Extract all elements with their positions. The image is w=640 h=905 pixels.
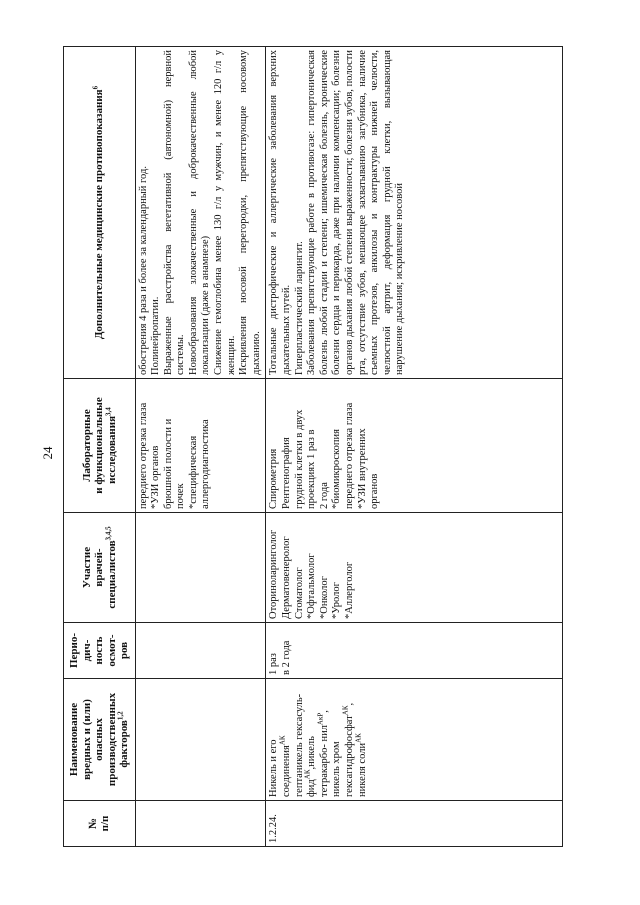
table-row-continued <box>135 47 266 847</box>
cell-name-empty <box>135 679 266 801</box>
cell-doctors: Оториноларинголог Дерматовенеролог Стоматолог *Офтальмолог *Онколог *Уролог *Аллерголог <box>266 513 563 623</box>
table-header-row <box>64 47 136 847</box>
header-factor-name: Наименование вредных и (или) опасных производственных факторов$^{1,2}$ <box>64 679 136 801</box>
cell-period-empty <box>135 623 266 679</box>
header-periodicity: Перио- дич- ность осмот- ров <box>64 623 136 679</box>
cell-num-empty <box>135 801 266 847</box>
cell-contraindications: Тотальные дистрофические и аллергические заболевания верхних дыхательных путей. Гиперпластический ларингит. Заболевания препятствующие работе в противогазе: гипертоническая болезнь любой стадии и степени; ишемическая болезнь, хронические болезни сердца и перикарда, даже при наличии компенсации; болезни органов дыхания любой степени выраженности; болезни зубов, полости рта, отсутствие зубов, мешающее захватыванию загубника, наличие съемных протезов, анкилозы и контрактуры нижней челюсти, челюстной артрит, деформация грудной клетки, вызывающая нарушение дыхания; искривление носовой <box>266 47 563 379</box>
cell-num: 1.2.24. <box>266 801 563 847</box>
cell-lab-continued: передиего отрезка глаза *УЗИ органов брюшной полости и почек *специфическая аллергодиагностика <box>135 379 266 513</box>
page-number: 24 <box>40 446 55 460</box>
header-contraindications: Дополнительные медицинские противопоказания$^6$ <box>64 47 136 379</box>
rotated-table-stage <box>63 47 608 847</box>
cell-doctors-empty <box>135 513 266 623</box>
cell-lab-tests: Спирометрия Рентгенография грудной клетки в двух проекциях 1 раз в 2 года *биомикроскопия переднего отрезка глаза *УЗИ внутренних органов <box>266 379 563 513</box>
cell-factor-name: Никель и его соединения$^{АК}$ гептаникель гексасуль- фид$^{АК}$,никель тетракарбо- нил$^{АкР}$, никель хром гексагидрофосфат$^{АК}$, никеля соли$^{АК}$ <box>266 679 563 801</box>
header-lab-tests: Лабораторные и функциональные исследования$^{3,4}$ <box>64 379 136 513</box>
header-doctors: Участие врачей- специалистов$^{3,4,5}$ <box>64 513 136 623</box>
header-num: № п/п <box>64 801 136 847</box>
cell-periodicity: 1 раз в 2 года <box>266 623 563 679</box>
medical-exam-table <box>63 46 563 847</box>
table-row <box>266 47 563 847</box>
cell-contra-continued: обострения 4 раза и более за календарный год. Полинейропатии. Выраженные расстройства вегетативной (автономной) нервной системы. Новообразования злокачественные и доброкачественные любой локализации (даже в анамнезе) Снижение гемоглобина менее 130 г/л у мужчин, и менее 120 г/л у женщин. Искривления носовой перегородки, препятствующие носовому дыханию. <box>135 47 266 379</box>
